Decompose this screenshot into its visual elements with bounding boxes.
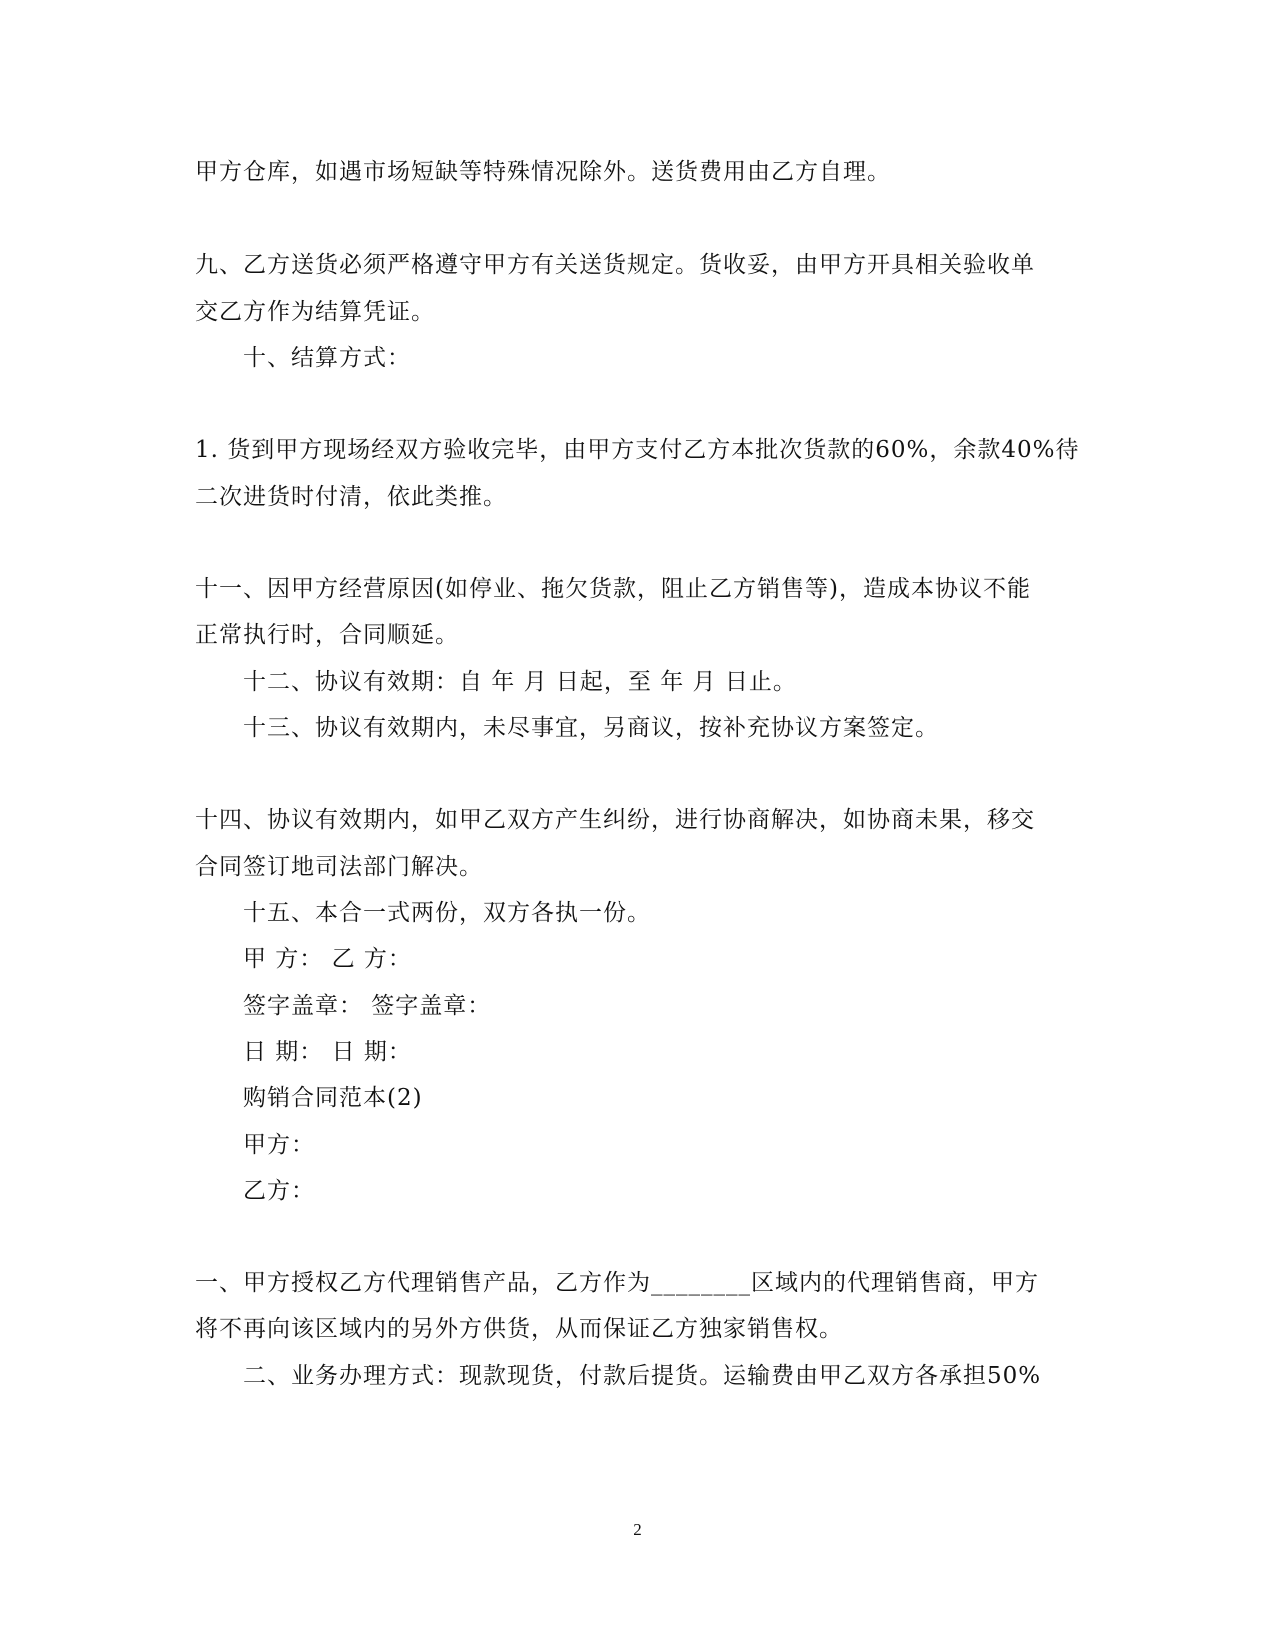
text-line-22: 二、业务办理方式：现款现货，付款后提货。运输费由甲乙双方各承担50%: [243, 1363, 1042, 1389]
text-line-17: 购销合同范本(2): [243, 1085, 423, 1111]
text-line-6: 二次进货时付清，依此类推。: [195, 484, 507, 510]
text-line-15: 签字盖章： 签字盖章：: [243, 993, 492, 1019]
text-line-20: 一、甲方授权乙方代理销售产品，乙方作为________区域内的代理销售商，甲方: [195, 1270, 1039, 1296]
text-line-10: 十三、协议有效期内，未尽事宜，另商议，按补充协议方案签定。: [243, 715, 939, 741]
text-line-3: 交乙方作为结算凭证。: [195, 299, 435, 325]
text-line-21: 将不再向该区域内的另外方供货，从而保证乙方独家销售权。: [195, 1316, 843, 1342]
text-line-7: 十一、因甲方经营原因(如停业、拖欠货款，阻止乙方销售等)，造成本协议不能: [195, 576, 1031, 602]
text-line-9: 十二、协议有效期：自 年 月 日起，至 年 月 日止。: [243, 669, 797, 695]
text-line-19: 乙方：: [243, 1178, 315, 1204]
text-line-16: 日 期： 日 期：: [243, 1039, 412, 1065]
text-line-2: 九、乙方送货必须严格遵守甲方有关送货规定。货收妥，由甲方开具相关验收单: [195, 252, 1035, 278]
text-line-12: 合同签订地司法部门解决。: [195, 854, 483, 880]
text-line-4: 十、结算方式：: [243, 345, 411, 371]
text-line-1: 甲方仓库，如遇市场短缺等特殊情况除外。送货费用由乙方自理。: [195, 159, 891, 185]
text-line-8: 正常执行时，合同顺延。: [195, 622, 459, 648]
text-line-18: 甲方：: [243, 1132, 315, 1158]
text-line-14: 甲 方： 乙 方：: [243, 946, 412, 972]
text-line-11: 十四、协议有效期内，如甲乙双方产生纠纷，进行协商解决，如协商未果，移交: [195, 807, 1035, 833]
page-number: 2: [633, 1520, 642, 1539]
text-line-13: 十五、本合一式两份，双方各执一份。: [243, 900, 651, 926]
text-line-5: 1. 货到甲方现场经双方验收完毕，由甲方支付乙方本批次货款的60%，余款40%待: [195, 437, 1080, 463]
